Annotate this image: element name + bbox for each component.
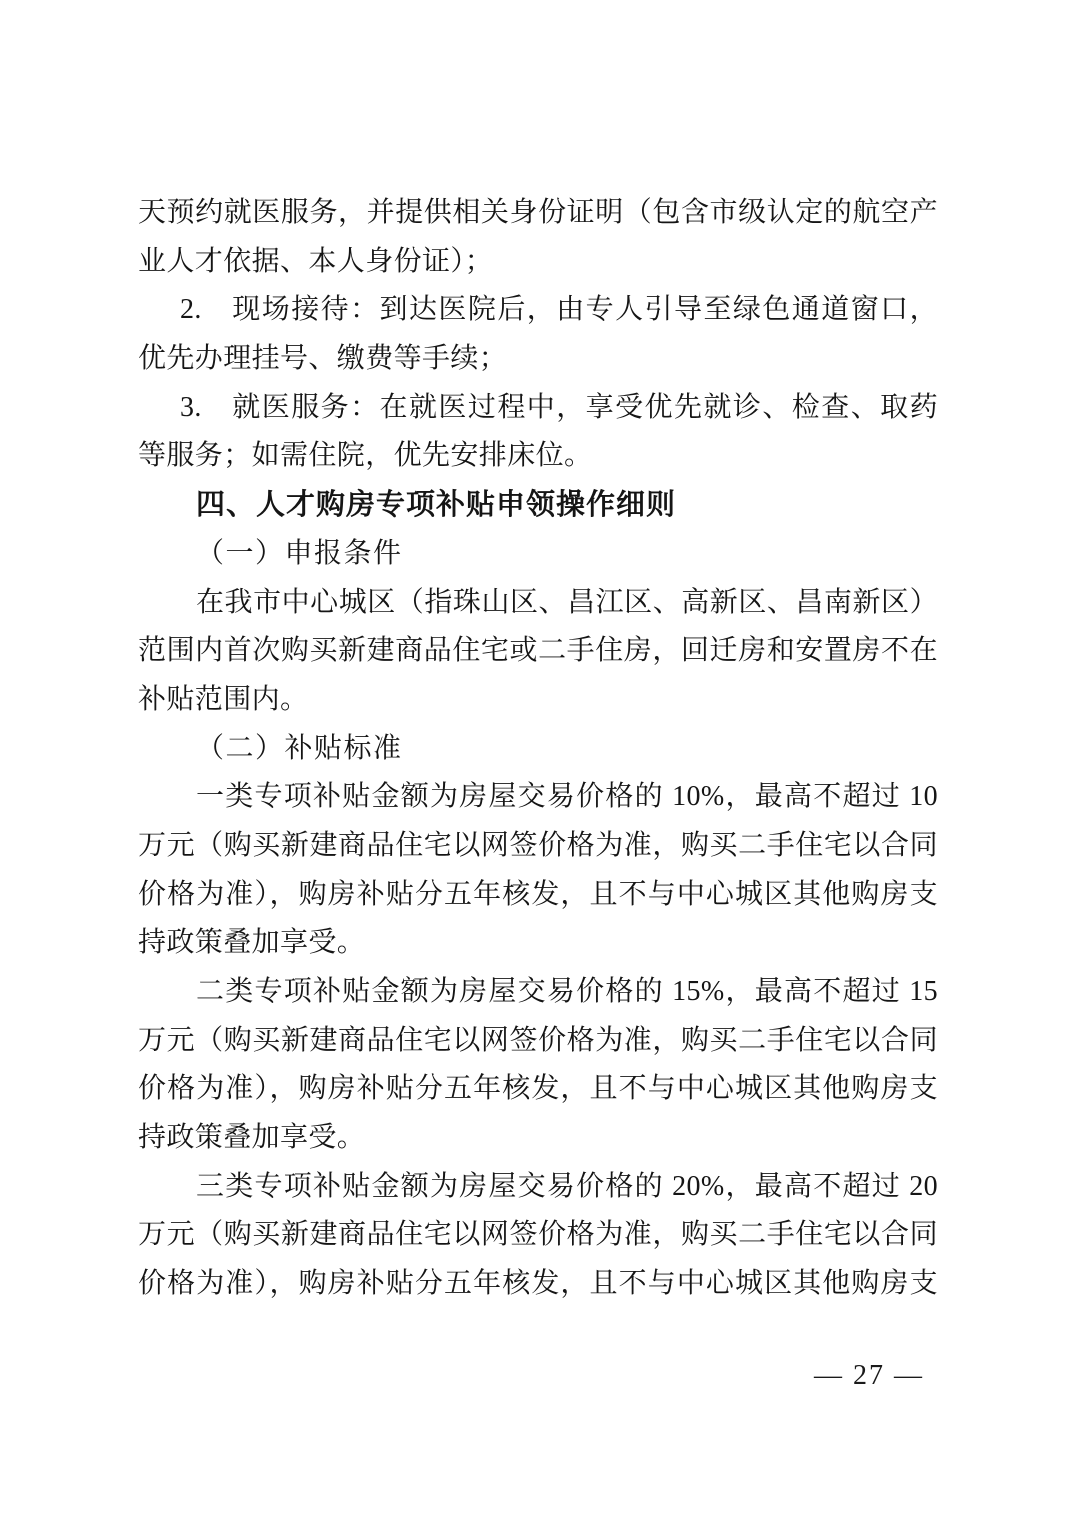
numbered-item-2: 2. 现场接待：到达医院后，由专人引导至绿色通道窗口， xyxy=(180,294,938,326)
numbered-item-3: 3. 就医服务：在就医过程中，享受优先就诊、检查、取药 xyxy=(180,391,938,423)
text-line: 优先办理挂号、缴费等手续； xyxy=(138,343,508,375)
text-line: 三类专项补贴金额为房屋交易价格的 20%，最高不超过 20 xyxy=(196,1170,938,1202)
text-line: 范围内首次购买新建商品住宅或二手住房，回迁房和安置房不在 xyxy=(138,635,938,667)
text-line: 万元（购买新建商品住宅以网签价格为准，购买二手住宅以合同 xyxy=(138,1024,938,1056)
text-line: 持政策叠加享受。 xyxy=(138,927,366,959)
text-line: 补贴范围内。 xyxy=(138,683,309,715)
section-heading-4: 四、人才购房专项补贴申领操作细则 xyxy=(196,489,677,522)
text-line: 万元（购买新建商品住宅以网签价格为准，购买二手住宅以合同 xyxy=(138,829,938,861)
text-line: 万元（购买新建商品住宅以网签价格为准，购买二手住宅以合同 xyxy=(138,1219,938,1251)
text-line: 一类专项补贴金额为房屋交易价格的 10%，最高不超过 10 xyxy=(196,781,938,813)
text-line: 等服务；如需住院，优先安排床位。 xyxy=(138,440,593,472)
document-text-block xyxy=(138,189,938,1309)
text-line: 价格为准），购房补贴分五年核发，且不与中心城区其他购房支 xyxy=(138,1073,938,1105)
text-line: 天预约就医服务，并提供相关身份证明（包含市级认定的航空产 xyxy=(138,197,938,228)
text-line: 持政策叠加享受。 xyxy=(138,1122,366,1154)
text-line: 二类专项补贴金额为房屋交易价格的 15%，最高不超过 15 xyxy=(196,976,938,1007)
subsection-heading-1: （一）申报条件 xyxy=(196,537,403,569)
page-number: — 27 — xyxy=(814,1360,924,1391)
text-line: 价格为准），购房补贴分五年核发，且不与中心城区其他购房支 xyxy=(138,878,938,910)
text-line: 业人才依据、本人身份证）； xyxy=(138,245,494,277)
text-line: 在我市中心城区（指珠山区、昌江区、高新区、昌南新区） xyxy=(196,586,938,618)
subsection-heading-2: （二）补贴标准 xyxy=(196,732,403,764)
text-line: 价格为准），购房补贴分五年核发，且不与中心城区其他购房支 xyxy=(138,1268,938,1300)
